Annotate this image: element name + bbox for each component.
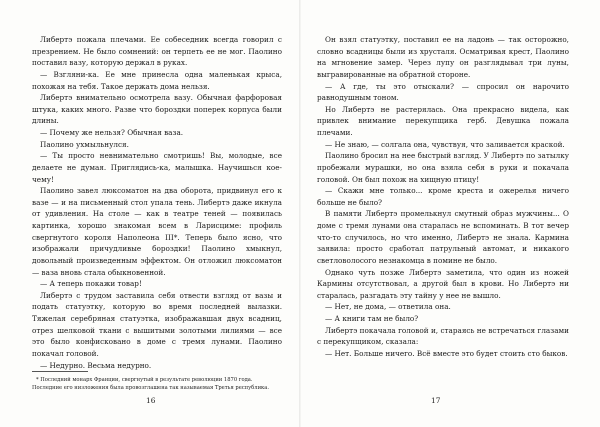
right-paragraph: — Нет, не дома, — ответила она. bbox=[325, 302, 451, 312]
page-number-left: 16 bbox=[146, 396, 156, 405]
left-paragraph: Либертэ пожала плечами. Ее собеседник всегда говорил с презрением. Не было сомнений: он терпеть ее не мог. Паолино поставил вазу, которую держал в руках. bbox=[32, 35, 282, 68]
right-paragraph: Однако чуть позже Либертэ заметила, что один из ножей Кармины отсутствовал, а другой был в крови. Но Либертэ ни старалась, разгадать эту тайну у нее не вышло. bbox=[317, 267, 569, 300]
right-page bbox=[317, 34, 569, 360]
left-paragraph: — Почему же нельзя? Обычная ваза. bbox=[40, 128, 184, 137]
left-paragraph: Либертэ с трудом заставила себя отвести взгляд от вазы и подать статуэтку, которую во время последней вылазки. Тяжелая серебряная статуэтка, изображавшая двух всадниц, отрез шелковой ткани с вышитыми золотыми лилиями — все это было конфисковано в доме с тремя лунами. Паолино покачал головой. bbox=[32, 290, 282, 358]
footnote-line: Последние его низложения была провозглашена так называемая Третья республика. bbox=[32, 385, 270, 392]
right-paragraph: Либертэ покачала головой и, стараясь не встречаться глазами с перекупщиком, сказала: bbox=[317, 325, 569, 347]
right-paragraph: Но Либертэ не растерялась. Она прекрасно видела, как привлек внимание перекупщика герб. Девушка пожала плечами. bbox=[317, 104, 569, 137]
right-paragraph: — Скажи мне только... кроме креста и ожерелья ничего больше не было? bbox=[317, 186, 569, 207]
left-paragraph: Паолино завел люксоматон на два оборота, придвинул его к вазе — и на письменный стол упала тень. Либертэ даже икнула от удивления. На столе — как в театре теней — появилась картинка, хорошо знакомая всем в Ларисциме: профиль свергнутого короля Наполеона III*. Теперь было ясно, что изображали причудливые бороздки! Паолино хмыкнул, довольный произведенным эффектом. Он отложил люксоматон — ваза вновь стала обыкновенной. bbox=[32, 186, 282, 277]
left-paragraph: — Недурно. Весьма недурно. bbox=[40, 360, 152, 370]
right-paragraph: — Нет. Больше ничего. Всё вместе это будет стоить сто быков. bbox=[325, 348, 568, 358]
footnote bbox=[32, 376, 282, 393]
right-paragraph: — А книги там не было? bbox=[325, 314, 419, 323]
left-paragraph: — Ты просто невнимательно смотришь! Вы, молодые, все делаете не думая. Приглядись-ка, малышка. Научишься кое-чему! bbox=[32, 151, 282, 184]
right-paragraph: Он взял статуэтку, поставил ее на ладонь — так осторожно, словно всадницы были из хрусталя. Осматривая крест, Паолино на мгновение замер. Через лупу он разглядывал три луны, выгравированные на обратной стороне. bbox=[317, 35, 569, 79]
left-paragraph: — А теперь покажи товар! bbox=[40, 279, 142, 289]
left-paragraph: Паолино ухмыльнулся. bbox=[40, 139, 129, 149]
left-page bbox=[32, 34, 282, 371]
right-paragraph: — А где, ты это отыскали? — спросил он нарочито равнодушным тоном. bbox=[317, 81, 569, 103]
footnote-line: * Последний монарх Франции, свергнутый в результате революции 1870 года. bbox=[36, 377, 253, 383]
right-paragraph: — Не знаю, — солгала она, чувствуя, что заливается краской. bbox=[325, 139, 565, 149]
book-gutter bbox=[299, 0, 301, 427]
right-paragraph: В памяти Либертэ промелькнул смутный образ мужчины... О доме с тремя лунами она старалась не вспоминать. В тот вечер что-то случилось, но что именно, Либертэ не знала. Кармина заявила: просто сработал патрульный автомат, и никакого светловолосого незнакомца в помине не было. bbox=[317, 209, 569, 265]
left-paragraph: — Взгляни-ка. Ее мне принесла одна маленькая крыса, похожая на тебя. Такое держать дома нельзя. bbox=[32, 69, 282, 91]
page-number-right: 17 bbox=[431, 396, 441, 405]
footnote-separator bbox=[32, 371, 88, 372]
right-paragraph: Паолино бросил на нее быстрый взгляд. У Либертэ по затылку пробежали мурашки, но она взяла себя в руки и покачала головой. Он был похож на хищную птицу! bbox=[317, 151, 569, 184]
left-paragraph: Либертэ внимательно осмотрела вазу. Обычная фарфоровая штука, каких много. Разве что бороздки поперек корпуса были длины. bbox=[32, 93, 282, 126]
